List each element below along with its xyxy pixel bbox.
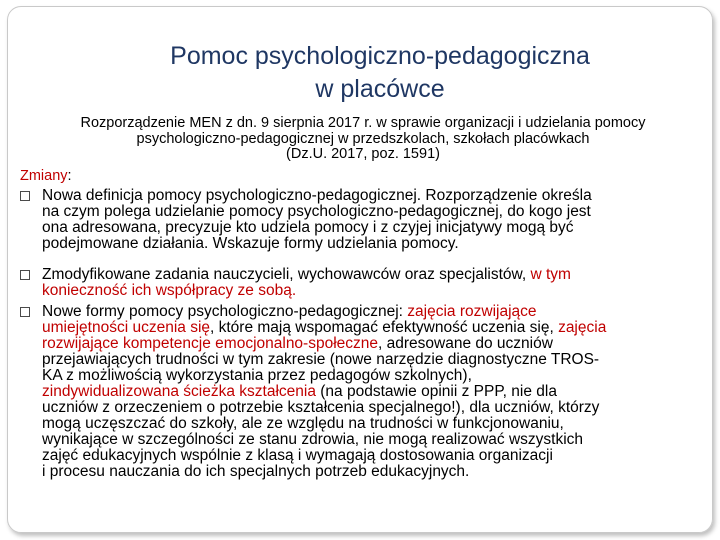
item-text-segment: , które mają wspomagać efektywność uczenia się, [210,319,559,336]
item-text-line [42,336,606,352]
subtitle-line-2: psychologiczno-pedagogicznej w przedszkolach, szkołach placówkach [136,130,590,147]
item-text-segment: , adresowane do uczniów [378,335,553,352]
title-line-1: Pomoc psychologiczno-pedagogiczna [170,42,590,70]
page-title [100,40,660,106]
item-text-line: podejmowane działania. Wskazuje formy udzielania pomocy. [42,235,459,252]
list-item [20,267,571,299]
highlight-text: zajęcia [558,319,607,336]
item-text-line: Nowa definicja pomocy psychologiczno-pedagogicznej. Rozporządzenie określa [42,187,592,204]
changes-label: Zmiany [20,168,68,184]
item-text-line: zajęć edukacyjnych wspólnie z klasą i wymagają dostosowania organizacji [42,447,553,464]
square-bullet-icon [20,191,30,201]
item-text-line: ona adresowana, precyzuje kto udziela pomocy i z czyjej inicjatywy mogą być [42,219,574,236]
highlight-text: w tym [530,266,571,283]
list-item [20,304,606,480]
item-text-line: i procesu nauczania do ich specjalnych potrzeb edukacyjnych. [42,463,470,480]
item-text-line: mogą uczęszczać do szkoły, ale ze względu na trudności w funkcjonowaniu, [42,415,564,432]
item-text-segment: Nowe formy pomocy psychologiczno-pedagogicznej: [42,303,408,320]
item-text-line [42,320,606,336]
item-text-segment: (na podstawie opinii z PPP, nie dla [315,383,557,400]
changes-heading [20,168,72,185]
highlight-text: umiejętności uczenia się [42,319,211,336]
item-text-line: przejawiających trudności w tym zakresie (nowe narzędzie diagnostyczne TROS- [42,351,600,368]
highlight-text: zajęcia rozwijające [407,303,537,320]
item-text-line: na czym polega udzielanie pomocy psychologiczno-pedagogicznej, do kogo jest [42,203,591,220]
highlight-text: zindywidualizowana ścieżka kształcenia [42,383,316,400]
item-text-line: uczniów z orzeczeniem o potrzebie kształcenia specjalnego!), dla uczniów, którzy [42,399,600,416]
subtitle-line-3: (Dz.U. 2017, poz. 1591) [286,146,440,162]
square-bullet-icon [20,307,30,317]
square-bullet-icon [20,270,30,280]
item-text-line [42,304,606,320]
item-text-line: KA z możliwością wykorzystania przez pedagogów szkolnych), [42,367,472,384]
list-item [20,188,592,252]
item-text-line [42,384,606,400]
subtitle-line-1: Rozporządzenie MEN z dn. 9 sierpnia 2017 r. w sprawie organizacji i udzielania pomocy [80,115,646,131]
item-text-line [42,267,571,283]
item-text-segment: Zmodyfikowane zadania nauczycieli, wychowawców oraz specjalistów, [42,266,531,283]
changes-colon: : [67,168,72,184]
title-line-2: w placówce [315,75,445,103]
item-text-line: wynikające w szczególności ze stanu zdrowia, nie mogą realizować wszystkich [42,431,584,448]
highlight-text: konieczność ich współpracy ze sobą. [42,282,297,299]
highlight-text: rozwijające kompetencje emocjonalno-społeczne [42,335,379,352]
regulation-subtitle [18,116,708,163]
